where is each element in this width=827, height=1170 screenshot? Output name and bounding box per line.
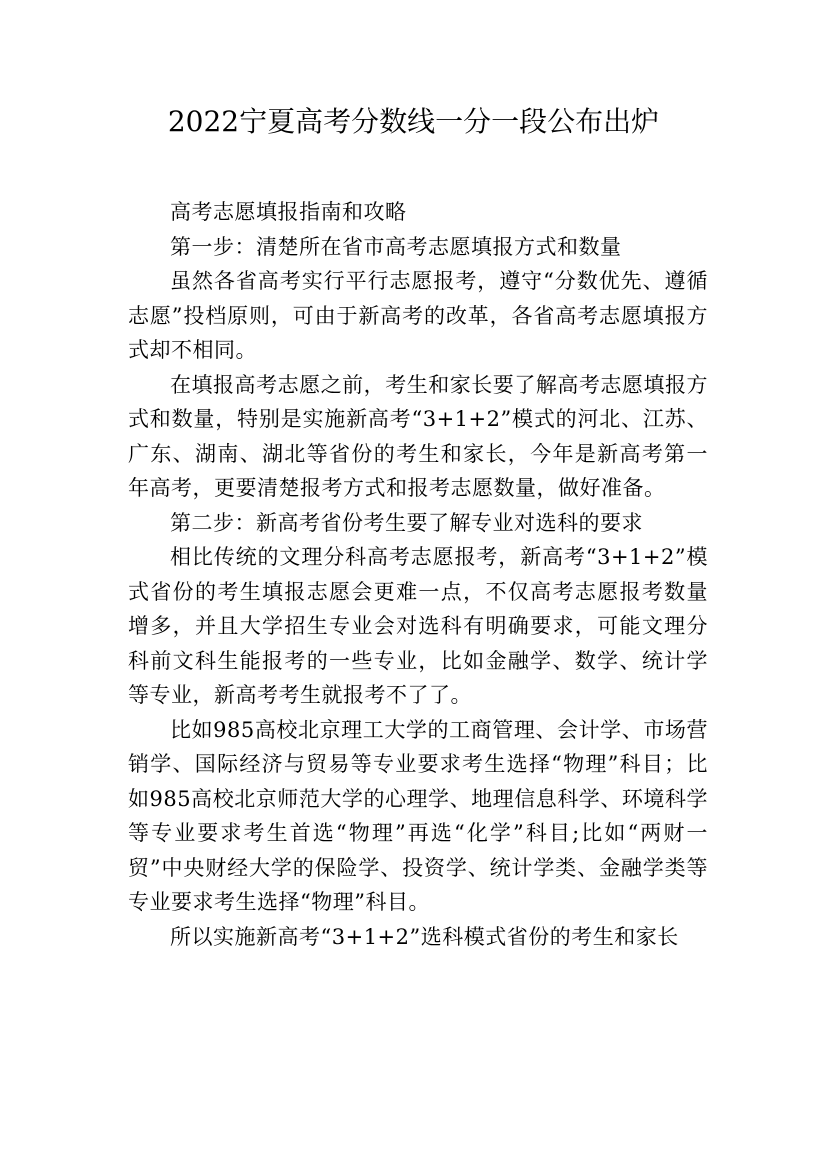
- paragraph-parallel-volunteer: 虽然各省高考实行平行志愿报考，遵守“分数优先、遵循志愿”投档原则，可由于新高考的改革，各省高考志愿填报方式却不相同。: [128, 269, 708, 362]
- paragraph-step-two: 第二步：新高考省份考生要了解专业对选科的要求: [170, 510, 643, 535]
- paragraph-subject-requirements: 相比传统的文理分科高考志愿报考，新高考“3+1+2”模式省份的考生填报志愿会更难一点，不仅高考志愿报考数量增多，并且大学招生专业会对选科有明确要求，可能文理分科前文科生能报考的一些专业，比如金融学、数学、统计学等专业，新高考考生就报考不了了。: [128, 545, 708, 707]
- paragraph-guide-heading: 高考志愿填报指南和攻略: [170, 200, 407, 224]
- paragraph-filling-method: 在填报高考志愿之前，考生和家长要了解高考志愿填报方式和数量，特别是实施新高考“3+1+2”模式的河北、江苏、广东、湖南、湖北等省份的考生和家长，今年是新高考第一年高考，更要清楚报考方式和报考志愿数量，做好准备。: [128, 372, 708, 500]
- paragraph-conclusion: 所以实施新高考“3+1+2”选科模式省份的考生和家长: [170, 924, 679, 949]
- document-body: [128, 195, 708, 954]
- paragraph-step-one: 第一步：清楚所在省市高考志愿填报方式和数量: [170, 234, 622, 259]
- paragraph-university-examples: 比如985高校北京理工大学的工商管理、会计学、市场营销学、国际经济与贸易等专业要求考生选择“物理”科目；比如985高校北京师范大学的心理学、地理信息科学、环境科学等专业要求考生首选“物理”再选“化学”科目;比如“两财一贸”中央财经大学的保险学、投资学、统计学类、金融学类等专业要求考生选择“物理”科目。: [128, 717, 708, 914]
- document-title: 2022宁夏高考分数线一分一段公布出炉: [167, 105, 660, 138]
